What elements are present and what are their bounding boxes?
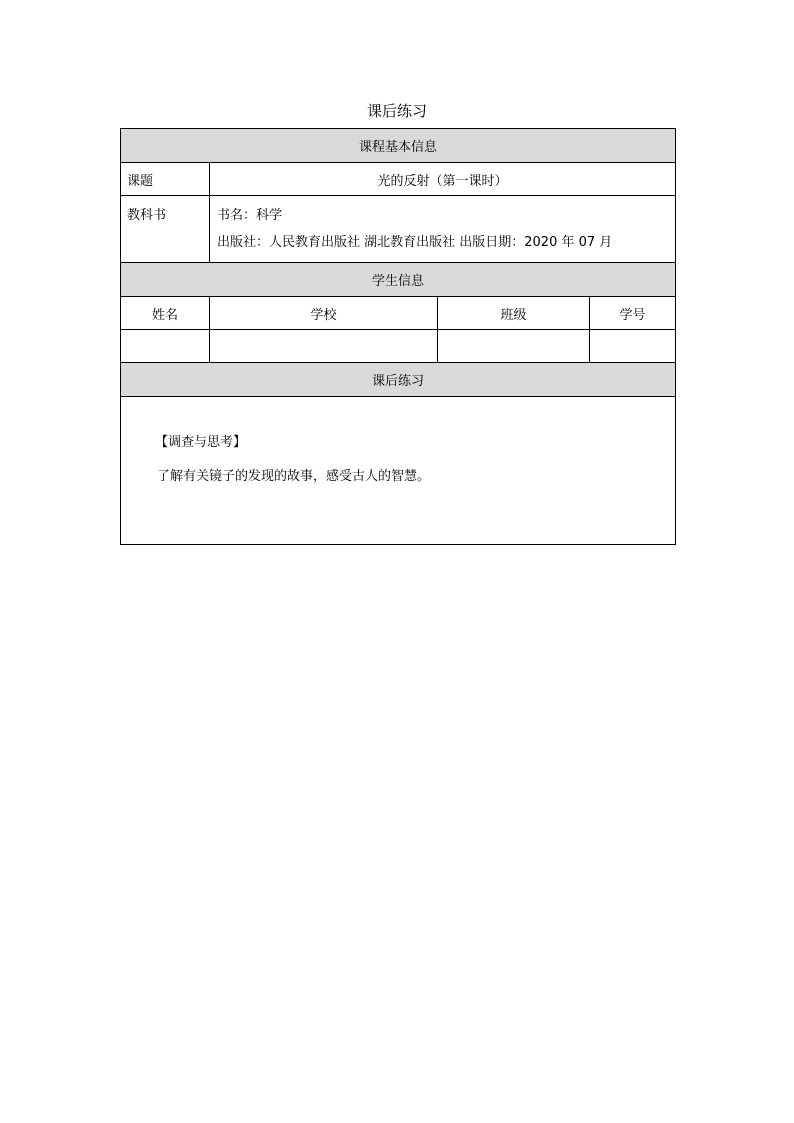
student-id-cell bbox=[590, 330, 676, 363]
publisher-info: 出版社：人民教育出版社 湖北教育出版社 出版日期：2020 年 07 月 bbox=[217, 235, 613, 250]
student-info-input-row bbox=[121, 330, 676, 363]
exercise-header-row bbox=[121, 363, 676, 397]
school-header: 学校 bbox=[210, 297, 438, 330]
course-info-section-title: 课程基本信息 bbox=[121, 129, 676, 163]
student-info-column-headers bbox=[121, 297, 676, 330]
student-name-cell bbox=[121, 330, 210, 363]
student-info-header-row bbox=[121, 263, 676, 297]
class-cell bbox=[438, 330, 590, 363]
topic-label: 课题 bbox=[121, 163, 210, 196]
course-info-table bbox=[120, 128, 676, 545]
student-id-header: 学号 bbox=[590, 297, 676, 330]
exercise-text: 了解有关镜子的发现的故事，感受古人的智慧。 bbox=[157, 469, 431, 484]
document-title: 课后练习 bbox=[366, 102, 427, 120]
exercise-heading: 【调查与思考】 bbox=[155, 435, 247, 450]
student-name-header: 姓名 bbox=[121, 297, 210, 330]
course-info-header-row bbox=[121, 129, 676, 163]
school-cell bbox=[210, 330, 438, 363]
book-name: 书名：科学 bbox=[217, 208, 283, 223]
topic-value: 光的反射（第一课时） bbox=[210, 163, 676, 196]
student-info-section-title: 学生信息 bbox=[121, 263, 676, 297]
class-header: 班级 bbox=[438, 297, 590, 330]
textbook-details bbox=[210, 196, 676, 263]
textbook-label: 教科书 bbox=[121, 196, 210, 263]
exercise-content-cell bbox=[121, 397, 676, 545]
exercise-content-row bbox=[121, 397, 676, 545]
topic-row bbox=[121, 163, 676, 196]
textbook-row bbox=[121, 196, 676, 263]
exercise-section-title: 课后练习 bbox=[121, 363, 676, 397]
